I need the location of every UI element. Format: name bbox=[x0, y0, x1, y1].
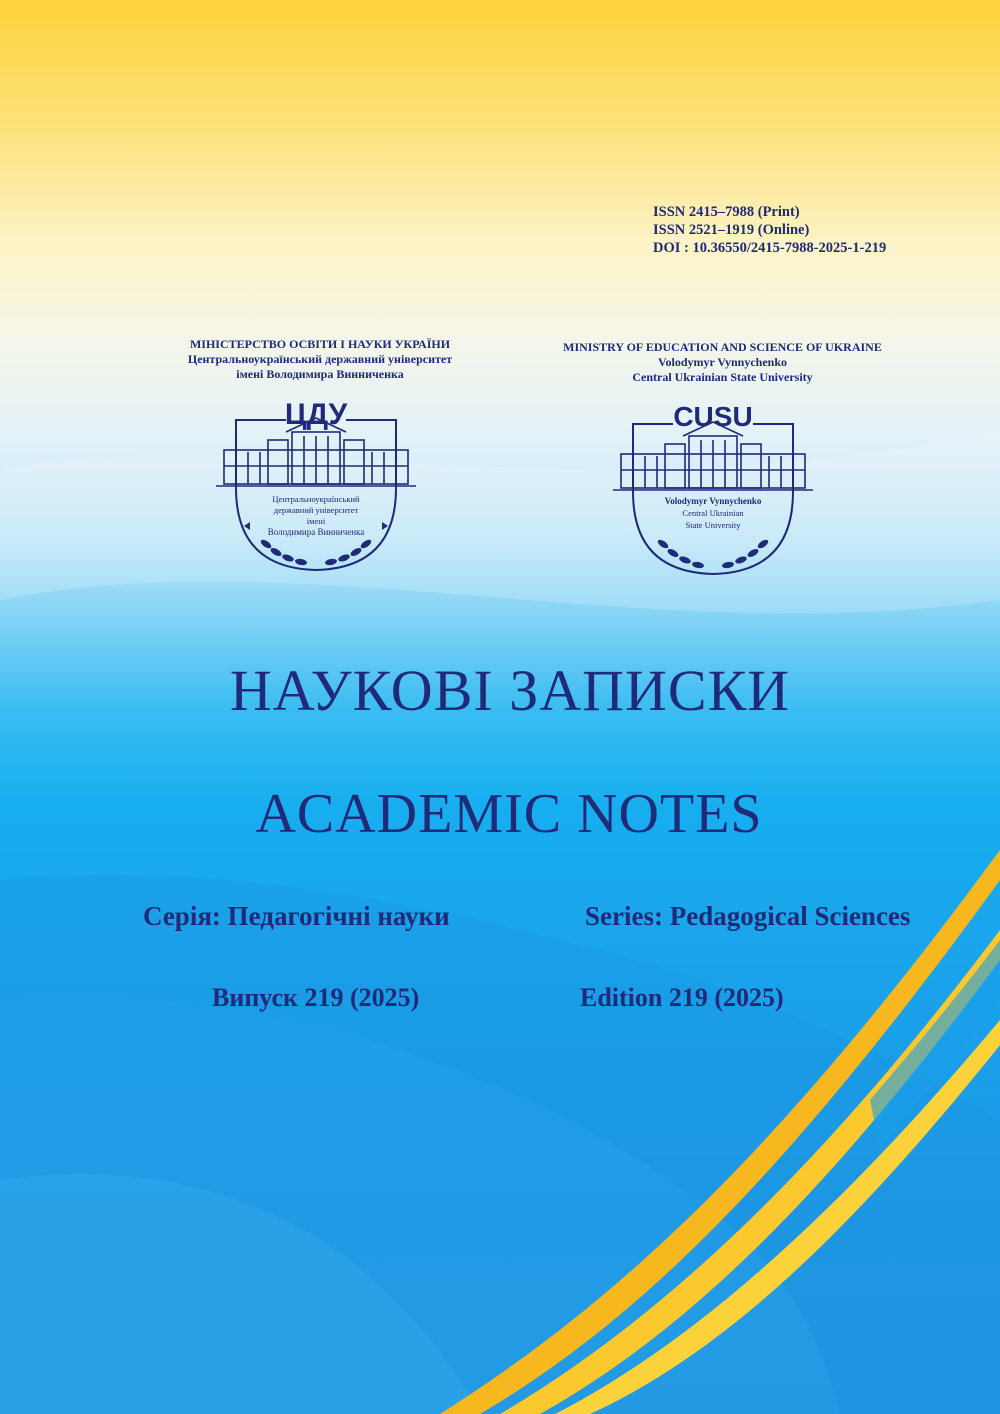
series-en: Series: Pedagogical Sciences bbox=[585, 901, 911, 931]
emblem-text-ua-4: Володимира Винниченка bbox=[267, 527, 365, 537]
issn-block bbox=[653, 203, 886, 257]
emblem-text-en-2: Central Ukrainian bbox=[682, 508, 744, 518]
organization-ua bbox=[160, 337, 480, 382]
building-icon bbox=[613, 422, 813, 490]
emblem-text-en-3: State University bbox=[685, 520, 741, 530]
edition-en: Edition 219 (2025) bbox=[580, 983, 784, 1012]
journal-title-en: ACADEMIC NOTES bbox=[255, 783, 763, 845]
issn-print: ISSN 2415–7988 (Print) bbox=[653, 204, 800, 220]
university-en: Central Ukrainian State University bbox=[632, 370, 813, 384]
laurel-icon bbox=[656, 538, 769, 569]
edition-ua: Випуск 219 (2025) bbox=[212, 983, 420, 1012]
emblem-text-en-1: Volodymyr Vynnychenko bbox=[664, 496, 762, 506]
organization-en bbox=[530, 340, 915, 385]
ministry-en: MINISTRY OF EDUCATION AND SCIENCE OF UKRAINE bbox=[563, 340, 882, 354]
issn-online: ISSN 2521–1919 (Online) bbox=[653, 222, 810, 238]
university-name-en: Volodymyr Vynnychenko bbox=[657, 355, 788, 369]
journal-title-ua: НАУКОВІ ЗАПИСКИ bbox=[229, 658, 791, 723]
university-emblem-en bbox=[613, 392, 813, 577]
emblem-text-ua-1: Центральноукраїнський bbox=[272, 494, 360, 504]
emblem-text-ua-3: імені bbox=[306, 516, 326, 526]
series-ua: Серія: Педагогічні науки bbox=[143, 901, 450, 931]
emblem-abbr-ua: ЦДУ bbox=[284, 398, 348, 431]
university-emblem-ua bbox=[216, 388, 416, 573]
university-name-ua: імені Володимира Винниченка bbox=[236, 367, 404, 381]
emblem-text-ua-2: державний університет bbox=[273, 505, 359, 515]
ministry-ua: МІНІСТЕРСТВО ОСВІТИ І НАУКИ УКРАЇНИ bbox=[189, 337, 451, 351]
doi: DOI : 10.36550/2415-7988-2025-1-219 bbox=[653, 240, 887, 256]
university-ua: Центральноукраїнський державний університет bbox=[187, 352, 453, 366]
emblem-abbr-en: CUSU bbox=[673, 401, 753, 432]
